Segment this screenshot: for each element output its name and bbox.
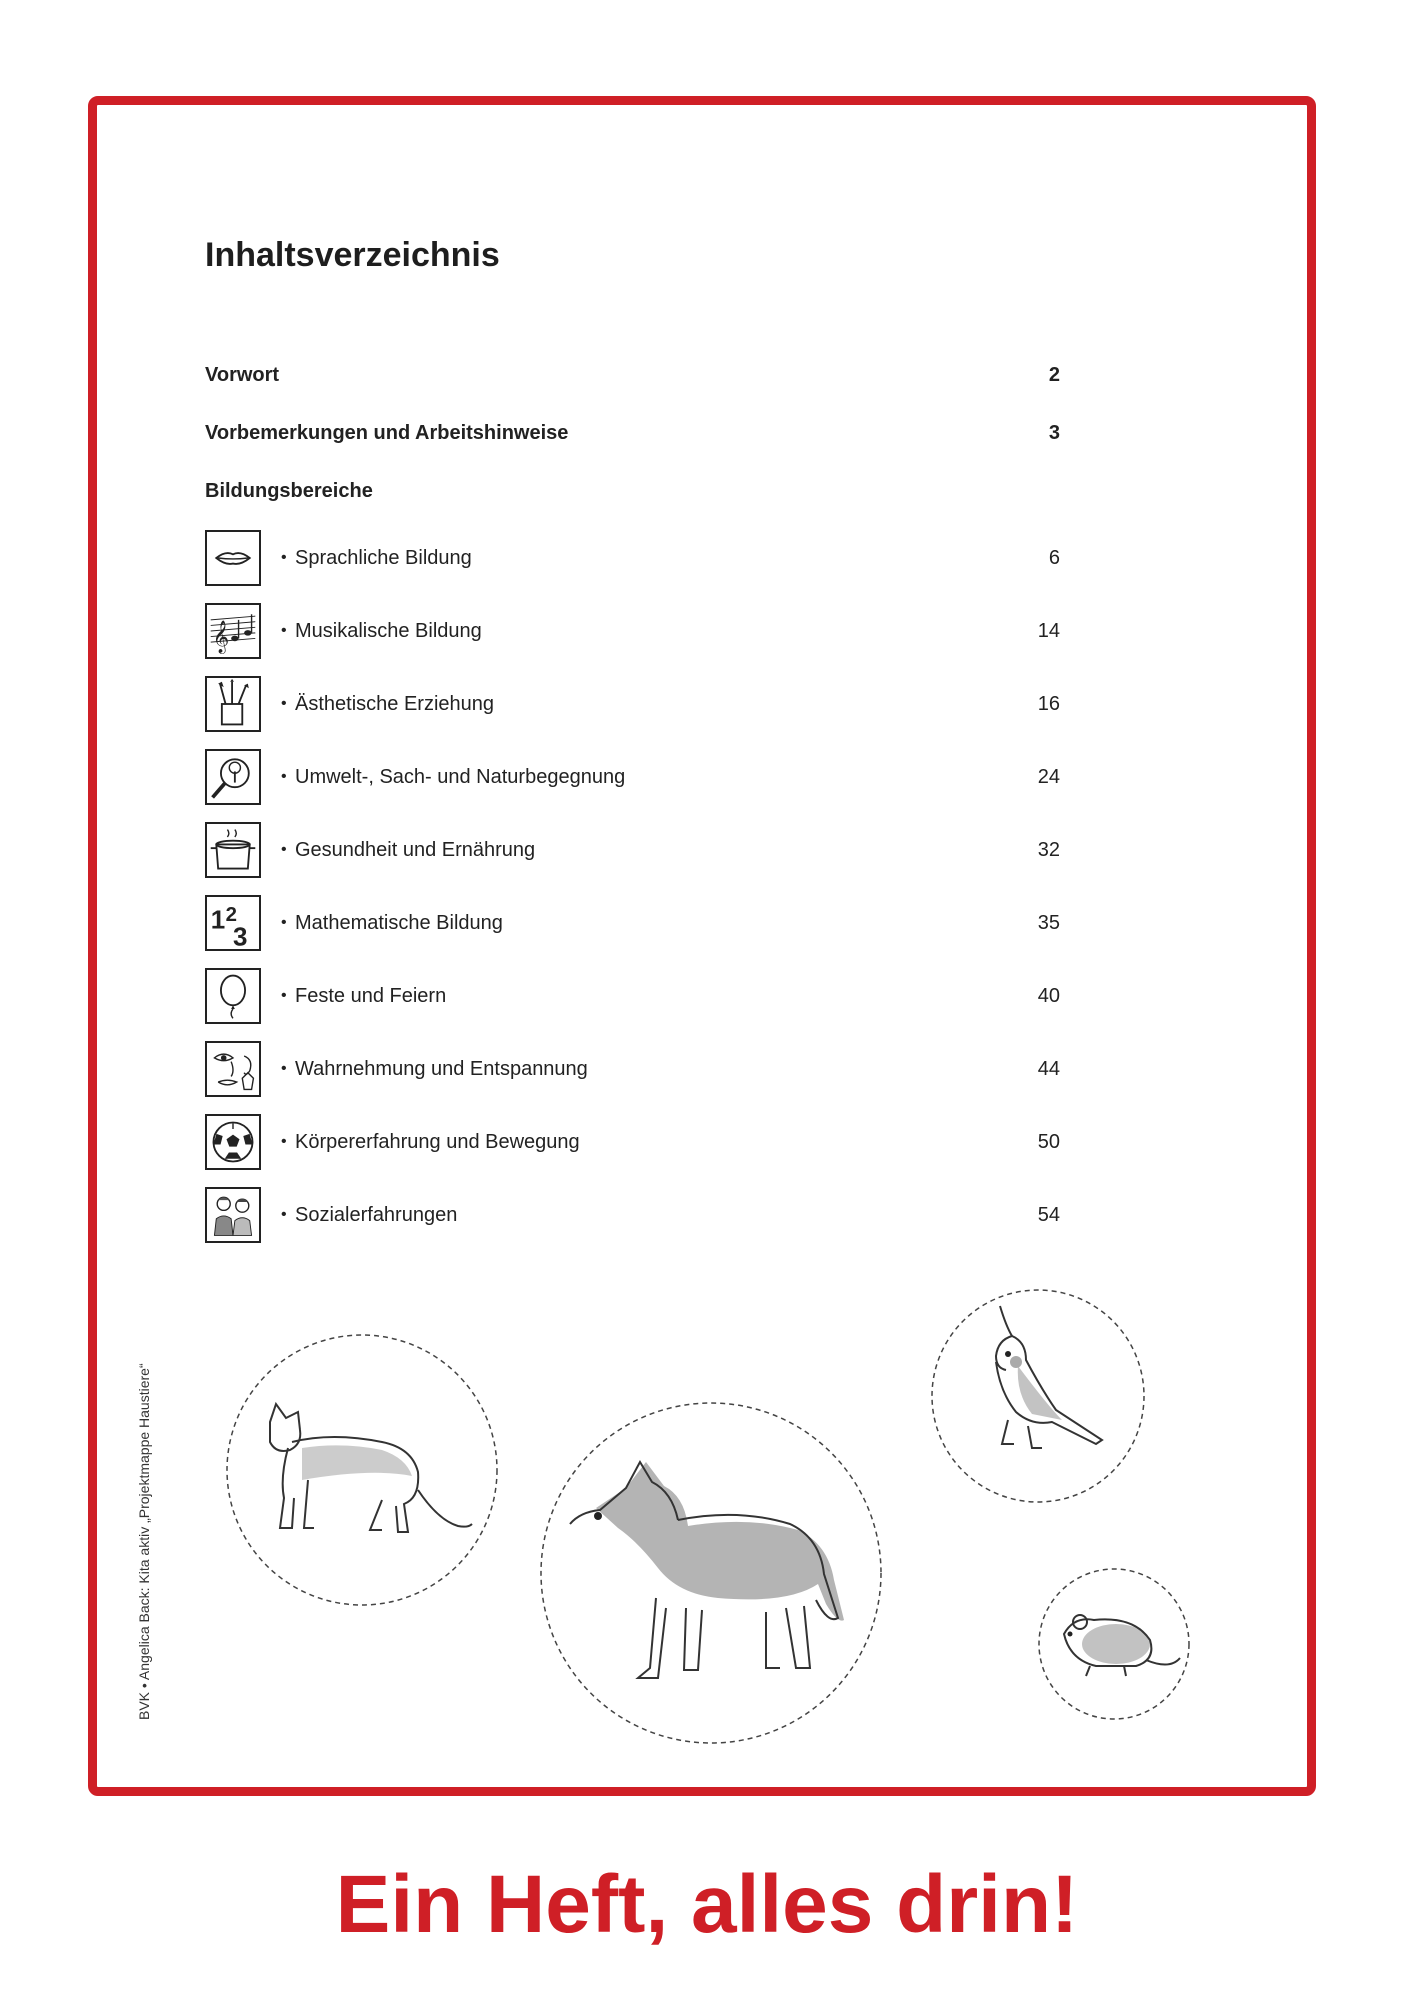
svg-text:𝄞: 𝄞 [212, 619, 230, 653]
toc-item-feste-feiern[interactable] [205, 968, 1060, 1028]
toc-entry-label: Vorbemerkungen und Arbeitshinweise [205, 422, 569, 444]
toc-item-label: Feste und Feiern [295, 985, 447, 1007]
toc-item-label: Körpererfahrung und Bewegung [295, 1131, 580, 1153]
toc-entry-page: 3 [1048, 422, 1060, 444]
toc-item-label: Mathematische Bildung [295, 912, 503, 934]
toc-item-label: Wahrnehmung und Entspannung [295, 1058, 588, 1080]
toc-entry-vorwort[interactable] [205, 355, 1060, 395]
bullet: • [281, 914, 287, 931]
toc-item-page: 16 [1037, 693, 1060, 715]
credit-line: BVK • Angelica Back: Kita aktiv „Projektmappe Haustiere“ [136, 1363, 152, 1720]
toc-item-label: Gesundheit und Ernährung [295, 839, 536, 861]
music-notes-icon [205, 603, 261, 659]
cooking-pot-icon [205, 822, 261, 878]
toc-section-bildungsbereiche [205, 471, 1060, 511]
numbers-123-icon [205, 895, 261, 951]
toc-item-wahrnehmung-entspannung[interactable] [205, 1041, 1060, 1101]
toc-entry-vorbemerkungen[interactable] [205, 413, 1060, 453]
toc-item-page: 35 [1037, 912, 1060, 934]
bullet: • [281, 987, 287, 1004]
toc-item-page: 24 [1037, 766, 1060, 788]
toc-item-label: Sprachliche Bildung [295, 547, 472, 569]
cockatiel-illustration [928, 1286, 1148, 1506]
soccer-ball-icon [205, 1114, 261, 1170]
toc-item-aesthetische-erziehung[interactable] [205, 676, 1060, 736]
cat-illustration [222, 1330, 502, 1610]
toc-item-label: Sozialerfahrungen [295, 1204, 458, 1226]
toc-item-page: 6 [1048, 547, 1060, 569]
svg-text:3: 3 [233, 921, 248, 949]
toc-item-page: 14 [1037, 620, 1060, 642]
toc-item-label: Umwelt-, Sach- und Naturbegegnung [295, 766, 626, 788]
svg-text:2: 2 [225, 904, 237, 927]
bullet: • [281, 768, 287, 785]
svg-text:1: 1 [210, 904, 226, 935]
face-senses-icon [205, 1041, 261, 1097]
toc-item-page: 32 [1037, 839, 1060, 861]
toc-item-sozialerfahrungen[interactable] [205, 1187, 1060, 1247]
toc-item-koerpererfahrung-bewegung[interactable] [205, 1114, 1060, 1174]
mouse-illustration [1034, 1564, 1194, 1724]
paint-brushes-icon [205, 676, 261, 732]
toc-item-label: Ästhetische Erziehung [295, 693, 495, 715]
bullet: • [281, 622, 287, 639]
toc-item-musikalische-bildung[interactable] [205, 603, 1060, 663]
toc-section-label: Bildungsbereiche [205, 480, 373, 502]
bullet: • [281, 549, 287, 566]
children-icon [205, 1187, 261, 1243]
toc-entry-page: 2 [1048, 364, 1060, 386]
bullet: • [281, 841, 287, 858]
toc-entry-label: Vorwort [205, 364, 280, 386]
bullet: • [281, 1060, 287, 1077]
toc-item-page: 54 [1037, 1204, 1060, 1226]
toc-item-page: 40 [1037, 985, 1060, 1007]
balloon-icon [205, 968, 261, 1024]
toc-item-page: 44 [1037, 1058, 1060, 1080]
toc-item-sprachliche-bildung[interactable] [205, 530, 1060, 590]
bullet: • [281, 695, 287, 712]
page-title: Inhaltsverzeichnis [205, 236, 500, 274]
lips-icon [205, 530, 261, 586]
toc-item-umwelt-sach-naturbegegnung[interactable] [205, 749, 1060, 809]
toc-item-mathematische-bildung[interactable] [205, 895, 1060, 955]
tagline: Ein Heft, alles drin! [335, 1859, 1079, 1950]
toc-item-gesundheit-ernaehrung[interactable] [205, 822, 1060, 882]
dog-illustration [536, 1398, 886, 1748]
magnifier-tree-icon [205, 749, 261, 805]
toc-item-page: 50 [1037, 1131, 1060, 1153]
bullet: • [281, 1206, 287, 1223]
bullet: • [281, 1133, 287, 1150]
toc-item-label: Musikalische Bildung [295, 620, 482, 642]
